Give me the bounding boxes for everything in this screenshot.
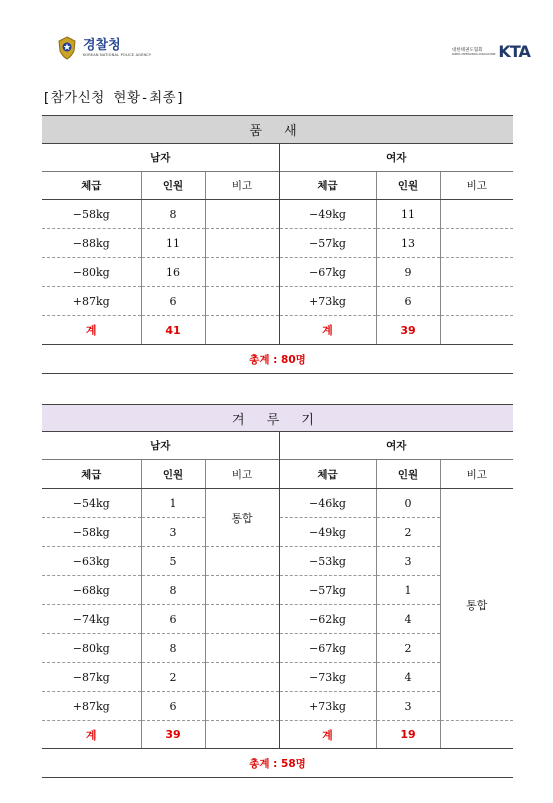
male-weight: −63kg	[42, 547, 141, 576]
col-weight: 체급	[42, 172, 141, 200]
kta-logo-subtitle	[452, 47, 495, 56]
male-count: 5	[141, 547, 205, 576]
kyorugi-female-header: 여자	[279, 432, 513, 460]
female-count: 11	[376, 200, 440, 229]
police-badge-icon	[57, 36, 77, 60]
female-count: 3	[376, 547, 440, 576]
female-subtotal: 19	[376, 721, 440, 749]
male-weight: +87kg	[42, 287, 141, 316]
kyorugi-title: 겨 루 기	[42, 405, 513, 432]
female-weight: −67kg	[279, 634, 376, 663]
female-weight: −49kg	[279, 200, 376, 229]
male-note	[205, 721, 279, 749]
male-note	[205, 200, 279, 229]
police-logo-title: 경찰청	[83, 38, 121, 53]
male-count: 8	[141, 576, 205, 605]
male-weight: −80kg	[42, 258, 141, 287]
male-subtotal: 41	[141, 316, 205, 345]
col-count: 인원	[141, 460, 205, 489]
poomsae-title: 품 새	[42, 116, 513, 144]
col-count: 인원	[376, 172, 440, 200]
female-count: 0	[376, 489, 440, 518]
col-weight: 체급	[279, 172, 376, 200]
female-weight: −57kg	[279, 229, 376, 258]
table-row	[42, 287, 513, 316]
male-note	[205, 547, 279, 576]
table-row	[42, 200, 513, 229]
col-count: 인원	[376, 460, 440, 489]
male-note	[205, 692, 279, 721]
col-weight: 체급	[42, 460, 141, 489]
male-count: 11	[141, 229, 205, 258]
female-count: 1	[376, 576, 440, 605]
male-note	[205, 634, 279, 663]
female-count: 13	[376, 229, 440, 258]
subtotal-row	[42, 316, 513, 345]
male-count: 6	[141, 287, 205, 316]
female-weight: −53kg	[279, 547, 376, 576]
poomsae-female-header: 여자	[279, 144, 513, 172]
female-weight: −62kg	[279, 605, 376, 634]
male-note	[205, 316, 279, 345]
poomsae-table	[42, 115, 513, 374]
col-note: 비고	[440, 172, 513, 200]
female-note	[440, 200, 513, 229]
female-count: 6	[376, 287, 440, 316]
kta-sub-line1: 대한태권도협회	[452, 48, 483, 53]
female-weight: −57kg	[279, 576, 376, 605]
male-count: 2	[141, 663, 205, 692]
male-weight: −88kg	[42, 229, 141, 258]
table-row	[42, 489, 513, 518]
male-subtotal-label: 계	[42, 721, 141, 749]
female-count: 2	[376, 518, 440, 547]
female-weight: +73kg	[279, 287, 376, 316]
male-weight: −87kg	[42, 663, 141, 692]
subtotal-row	[42, 721, 513, 749]
female-note	[440, 316, 513, 345]
kta-logo-mark: KTA	[498, 42, 530, 61]
male-weight: −80kg	[42, 634, 141, 663]
table-row	[42, 258, 513, 287]
col-count: 인원	[141, 172, 205, 200]
female-weight: −67kg	[279, 258, 376, 287]
female-note	[440, 287, 513, 316]
male-count: 3	[141, 518, 205, 547]
female-weight: −46kg	[279, 489, 376, 518]
male-weight: −58kg	[42, 518, 141, 547]
female-weight: +73kg	[279, 692, 376, 721]
male-note	[205, 576, 279, 605]
male-subtotal: 39	[141, 721, 205, 749]
male-note	[205, 287, 279, 316]
kta-sub-line2: KOREA TAEKWONDO ASSOCIATION	[452, 53, 496, 56]
female-subtotal-label: 계	[279, 316, 376, 345]
male-weight: −54kg	[42, 489, 141, 518]
female-subtotal: 39	[376, 316, 440, 345]
female-count: 3	[376, 692, 440, 721]
male-note	[205, 229, 279, 258]
kyorugi-table	[42, 404, 513, 778]
female-count: 4	[376, 605, 440, 634]
poomsae-male-header: 남자	[150, 152, 171, 164]
male-count: 6	[141, 692, 205, 721]
female-weight: −73kg	[279, 663, 376, 692]
table-row	[42, 229, 513, 258]
kta-logo	[452, 42, 530, 61]
female-count: 9	[376, 258, 440, 287]
male-subtotal-label: 계	[42, 316, 141, 345]
male-note	[205, 663, 279, 692]
male-note-merged: 통합	[205, 489, 279, 547]
female-note	[440, 229, 513, 258]
police-logo	[57, 36, 151, 60]
col-weight: 체급	[279, 460, 376, 489]
male-count: 8	[141, 200, 205, 229]
col-note: 비고	[440, 460, 513, 489]
kyorugi-male-header: 남자	[150, 440, 171, 452]
male-weight: −74kg	[42, 605, 141, 634]
male-count: 16	[141, 258, 205, 287]
section-title: [참가신청 현황-최종]	[42, 90, 185, 106]
male-note	[205, 258, 279, 287]
female-subtotal-label: 계	[279, 721, 376, 749]
col-note: 비고	[205, 460, 279, 489]
male-weight: −58kg	[42, 200, 141, 229]
female-note	[440, 721, 513, 749]
female-note	[440, 258, 513, 287]
female-note-merged: 통합	[440, 489, 513, 721]
poomsae-grand-total: 총계 : 80명	[42, 345, 513, 374]
female-count: 4	[376, 663, 440, 692]
police-logo-subtitle: KOREAN NATIONAL POLICE AGENCY	[83, 53, 152, 57]
col-note: 비고	[205, 172, 279, 200]
female-count: 2	[376, 634, 440, 663]
female-weight: −49kg	[279, 518, 376, 547]
kyorugi-grand-total: 총계 : 58명	[42, 749, 513, 778]
male-count: 6	[141, 605, 205, 634]
male-weight: +87kg	[42, 692, 141, 721]
male-count: 1	[141, 489, 205, 518]
male-weight: −68kg	[42, 576, 141, 605]
male-note	[205, 605, 279, 634]
male-count: 8	[141, 634, 205, 663]
